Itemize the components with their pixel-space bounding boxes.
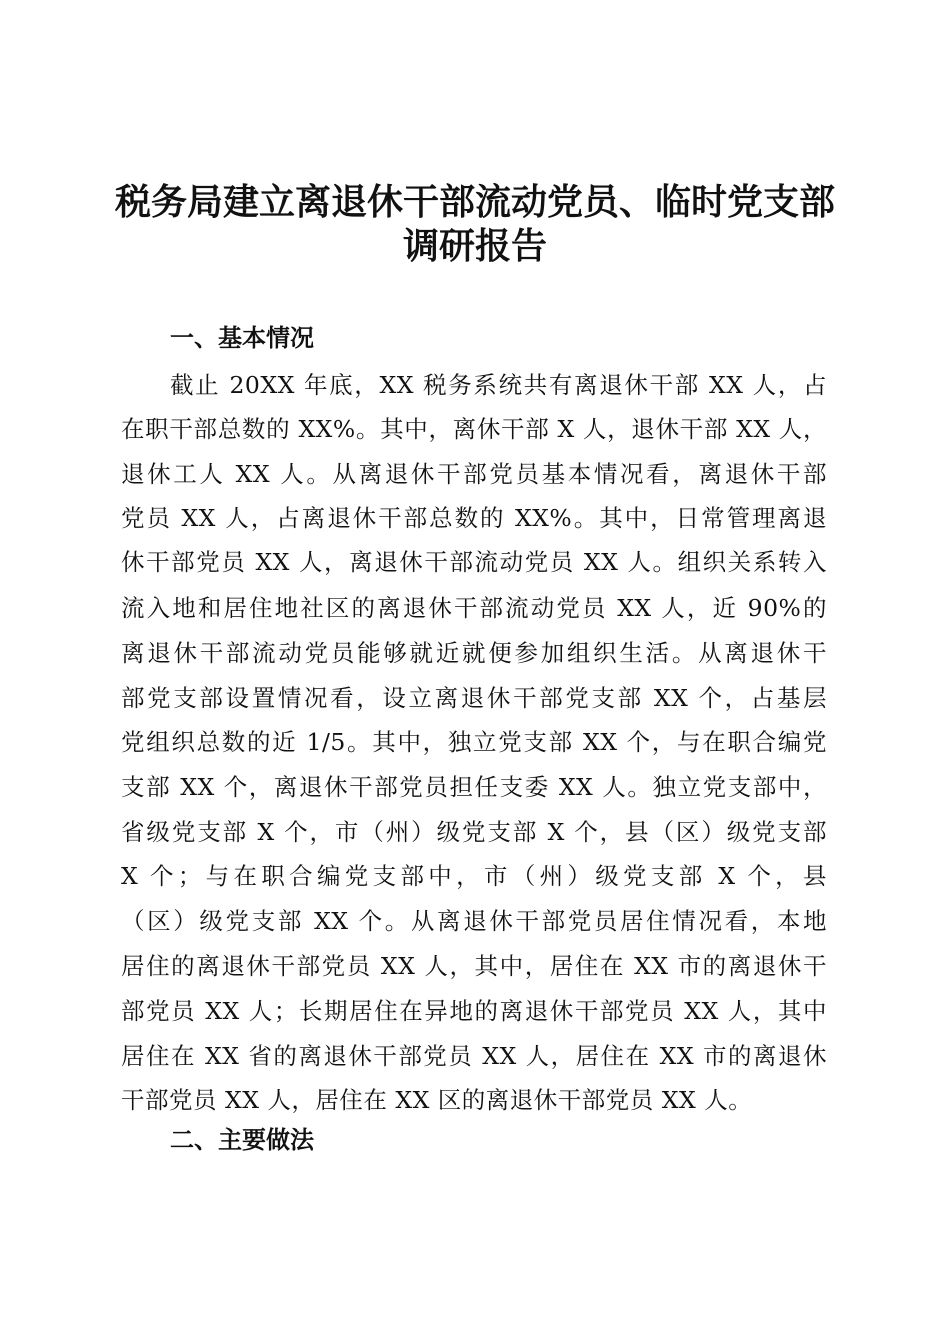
paragraph-line: 支部 XX 个，离退休干部党员担任支委 XX 人。独立党支部中， (121, 773, 827, 801)
paragraph-line: X 个；与在职合编党支部中，市（州）级党支部 X 个，县 (121, 862, 827, 890)
paragraph-line: 党组织总数的近 1/5。其中，独立党支部 XX 个，与在职合编党 (121, 728, 827, 756)
paragraph-line: 干部党员 XX 人，居住在 XX 区的离退休干部党员 XX 人。 (121, 1086, 753, 1114)
paragraph-line: 部党员 XX 人；长期居住在异地的离退休干部党员 XX 人，其中 (121, 997, 827, 1025)
paragraph-line: 居住在 XX 省的离退休干部党员 XX 人，居住在 XX 市的离退休 (121, 1042, 827, 1070)
paragraph-line: 休干部党员 XX 人，离退休干部流动党员 XX 人。组织关系转入 (121, 548, 827, 576)
document-title-line-2: 调研报告 (402, 226, 547, 267)
paragraph-line: 退休工人 XX 人。从离退休干部党员基本情况看，离退休干部 (121, 460, 827, 488)
section-heading-main-practices: 二、主要做法 (170, 1126, 314, 1154)
paragraph-line: 流入地和居住地社区的离退休干部流动党员 XX 人，近 90%的 (121, 594, 827, 622)
paragraph-line: 党员 XX 人，占离退休干部总数的 XX%。其中，日常管理离退 (121, 504, 827, 532)
paragraph-line: 居住的离退休干部党员 XX 人，其中，居住在 XX 市的离退休干 (121, 952, 827, 980)
paragraph-line: 在职干部总数的 XX%。其中，离休干部 X 人，退休干部 XX 人， (121, 415, 827, 443)
paragraph-line: 截止 20XX 年底，XX 税务系统共有离退休干部 XX 人，占 (170, 371, 827, 399)
paragraph-line: 省级党支部 X 个，市（州）级党支部 X 个，县（区）级党支部 (121, 818, 827, 846)
paragraph-line: （区）级党支部 XX 个。从离退休干部党员居住情况看，本地 (121, 907, 827, 935)
paragraph-line: 部党支部设置情况看，设立离退休干部党支部 XX 个，占基层 (121, 684, 827, 712)
section-heading-basic-situation: 一、基本情况 (170, 324, 314, 352)
document-title-line-1: 税务局建立离退休干部流动党员、临时党支部 (114, 182, 835, 223)
paragraph-line: 离退休干部流动党员能够就近就便参加组织生活。从离退休干 (121, 639, 827, 667)
